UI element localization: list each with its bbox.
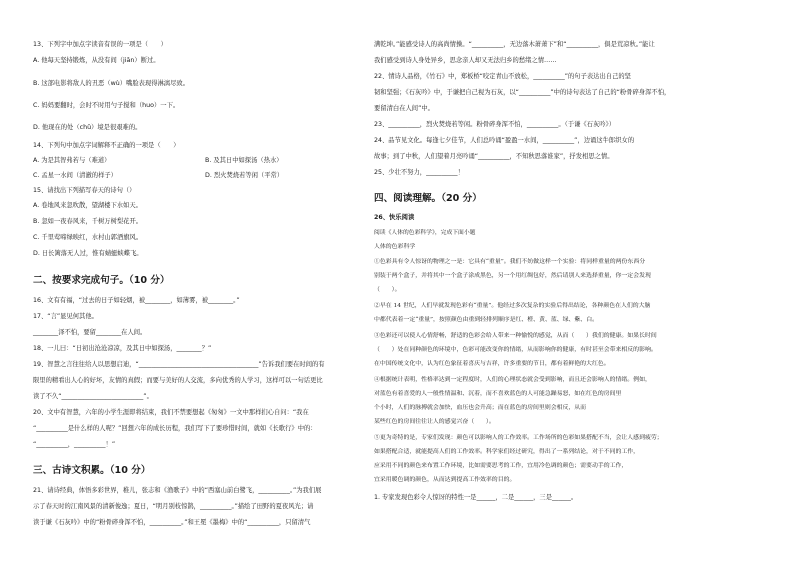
- passage-p3-line-1: ③色彩还可以使人心情舒畅，舒适的色彩会给人带来一种愉悦的感觉，从而（ ）我们的健康。如果长时间: [374, 333, 657, 339]
- option-15d: D. 日长篱落无人过，惟有蜻蜓蛱蝶飞。: [33, 250, 143, 257]
- option-14c: C. 孟星一水间（清澈的样子）: [33, 172, 117, 179]
- question-16: 16、文有有福，“过去的日子如轻烟，被________，如薄雾，被________。”: [33, 297, 240, 304]
- option-14b: B. 及其日中如探汤（热水）: [205, 157, 283, 164]
- option-14d: D. 烈火焚烧若等闲（平常）: [205, 172, 284, 179]
- option-14a: A. 为是其智弗若与（难道）: [33, 157, 111, 164]
- passage-p3-line-3: 在中国传统文化中，认为红色象征着喜庆与吉祥，许多重要的节日，都有着鲜艳的大红色。: [374, 361, 610, 367]
- question-22-line-3: 要留清白在人间”中。: [374, 105, 434, 112]
- option-15c: C. 千里莺啼绿映红，水村山郭酒旗风。: [33, 234, 143, 241]
- section-4-heading: 四、阅读理解。（20 分）: [374, 193, 482, 204]
- question-17-line-2: ________泽不怕，要留________在人间。: [33, 329, 147, 336]
- section-3-heading: 三、古诗文积累。（10 分）: [33, 465, 151, 476]
- passage-title: 人体的色彩科学: [374, 244, 416, 250]
- question-24-line-2: 故事；到了中秋，人们望着月亮吟诵“__________，不知秋思落谁家”，抒发相思之情。: [374, 153, 614, 160]
- passage-p1-line-3: （ ）。: [374, 287, 401, 293]
- passage-p5-line-4: 宜采用暖色调的颜色，从而达到提高工作效率的目的。: [374, 477, 516, 483]
- question-21: 21、请诗经典，体悟多彩世界，稚儿，张志和《渔歌子》中的“西塞山前白鹭飞，__________。”为我们展: [33, 487, 322, 494]
- question-13: 13、下列字中加点字读音有误的一项是（ ）: [33, 41, 167, 48]
- question-19-line-3: 读了不久“__________________________”。: [33, 393, 153, 400]
- passage-p1-line-1: ①色彩具有令人惊讶的物理之一是：它具有“重量”。我们不妨做这样一个实验：将同样重量的两份东西分: [374, 259, 646, 265]
- passage-p3-line-2: （ ）处在同种颜色的环境中，色彩可能改变你的情绪，从而影响你的健康，有时甚至会带来相反的影响。: [374, 347, 657, 353]
- passage-p5-line-3: 应采用不同的颜色来布置工作环境，比如需要思考的工作，宜用冷色调的颜色；需要动手的工作，: [374, 463, 628, 469]
- sub-question-1: 1. 专家发现色彩令人惊讶的特性一是______，二是______，三是______。: [374, 494, 578, 501]
- question-15: 15、请找出下列描写春天的诗句（）: [33, 187, 136, 194]
- question-24: 24、品节见文化。每逢七夕佳节，人们总吟诵“盈盈一水间，__________”，边诵这牛郎织女的: [374, 137, 635, 144]
- passage-p4-line-2: 对蓝色有着喜爱的人一般性情温和、沉着，而不喜欢蓝色的人可能急躁易怒，如在红色的房间里: [374, 391, 622, 397]
- continuation-line-2: 我们感受到诗人身处异乡，思念亲人却又无法归乡的愁绪之情……: [374, 57, 557, 64]
- question-20-line-2: “__________是什么样的人呢？”回想六年的成长历程，我们写下了要珍惜时间，就如《长歌行》中的：: [33, 425, 317, 432]
- question-22: 22、情诗人品格，《竹石》中，郑板桥“咬定青山不放松，__________”的句子表达出自己的坚: [374, 73, 631, 80]
- option-13c: C. 妈妈要翻时，会时不时用勺子搅和（huo）一下。: [33, 102, 180, 109]
- passage-p2-line-2: 中都代表着一定“重量”，按照颜色由重到轻排列顺序是红、橙、黄、蓝、绿、紫、白。: [374, 317, 598, 323]
- passage-p2-line-1: ②早在 14 世纪，人们早就发现色彩有“重量”。他经过多次复杂的实验后得出结论，各种颜色在人们的大脑: [374, 303, 651, 309]
- option-13b: B. 这部电影将敌人的丑恶（wù）嘴脸表现得淋漓尽致。: [33, 80, 189, 87]
- question-14: 14、下列句中加点字词解释不正确的一项是（ ）: [33, 142, 180, 149]
- passage-p4-line-1: ④根据统计表明，性格率达到一定程度时，人们的心理状态就会受到影响，而且还会影响人的情绪。例如，: [374, 377, 651, 383]
- reading-instruction: 阅读《人体的色彩科学》，完成下面小题: [374, 230, 476, 236]
- question-26: 26、快乐阅读: [374, 214, 415, 221]
- passage-p5-line-1: ⑤更为奇特的是，专家们发现：颜色可以影响人的工作效率。工作场所的色彩如果搭配不当，会让人感到疲劳；: [374, 435, 663, 441]
- question-18: 18、一儿曰：“日初出沧沧凉凉，及其日中如探汤，________？”: [33, 345, 212, 352]
- passage-p5-line-2: 如果搭配合适，就能提高人们的工作效率。科学家们经过研究，得出了一系列结论，对于不同的工作，: [374, 449, 640, 455]
- question-23: 23、__________，烈火焚烧若等闲。粉骨碎身浑不怕，__________。（于谦《石灰吟》）: [374, 121, 615, 128]
- passage-p4-line-3: 个小时，人们的脉搏就会加快，血压也会升高；而在蓝色的房间里则会相反，从而: [374, 405, 587, 411]
- option-13d: D. 他现在的处（chǔ）境是很艰难的。: [33, 124, 142, 131]
- section-2-heading: 二、按要求完成句子。（10 分）: [33, 275, 170, 286]
- question-20: 20、文中有智慧，六年的小学生涯即将结束，我们不禁要想起《匆匆》一文中那样扪心自问：“我在: [33, 409, 309, 416]
- question-21-line-2: 示了春天时的江南风景的清新俊逸；夏日，“明月别枝惊鹊，__________。”描绘了田野的夏夜风光；请: [33, 503, 314, 510]
- question-19-line-2: 限里的精看出人心的好坏，友情的真假；而要与美好的人交流，多向优秀的人学习，这样可以一句话更比: [33, 377, 323, 384]
- question-25: 25、少壮不努力，__________！: [374, 169, 464, 176]
- question-17: 17、“言”显见何其他。: [33, 313, 98, 320]
- option-15b: B. 忽如一夜春风来，千树万树梨花开。: [33, 218, 143, 225]
- question-20-line-3: “__________，__________！”: [33, 441, 116, 448]
- continuation-line-1: 满乾坤。”能感受诗人的高尚情操。“__________，无边落木萧萧下”和“__________，俱是荒凉秋。”能让: [374, 41, 655, 48]
- passage-p4-line-4: 某些红色的房间往往让人的感觉兴奋（ ）。: [374, 419, 495, 425]
- option-13a: A. 他每天坚持锻炼，从没有间（jiān）断过。: [33, 57, 160, 64]
- question-21-line-3: 读于谦《石灰吟》中的“粉骨碎身浑不怕，__________。”和王冕《墨梅》中的“__________，只留清气: [33, 519, 311, 526]
- question-22-line-2: 韧和坚强；《石灰吟》中，于谦把自己视为石灰，以“__________”中的诗句表达了自己的“粉骨碎身浑不怕，: [374, 89, 671, 96]
- passage-p1-line-2: 别装于两个盒子，并将其中一个盒子涂成黑色，另一个用红绸包好，然后请别人来选择重量，你一定会发现: [374, 273, 651, 279]
- question-19: 19、智慧之言往往给人以思想启迪，“______________________________________”告诉我们要在时间的有: [33, 361, 325, 368]
- option-15a: A. 卷地风来忽吹散，望湖楼下水如天。: [33, 202, 142, 209]
